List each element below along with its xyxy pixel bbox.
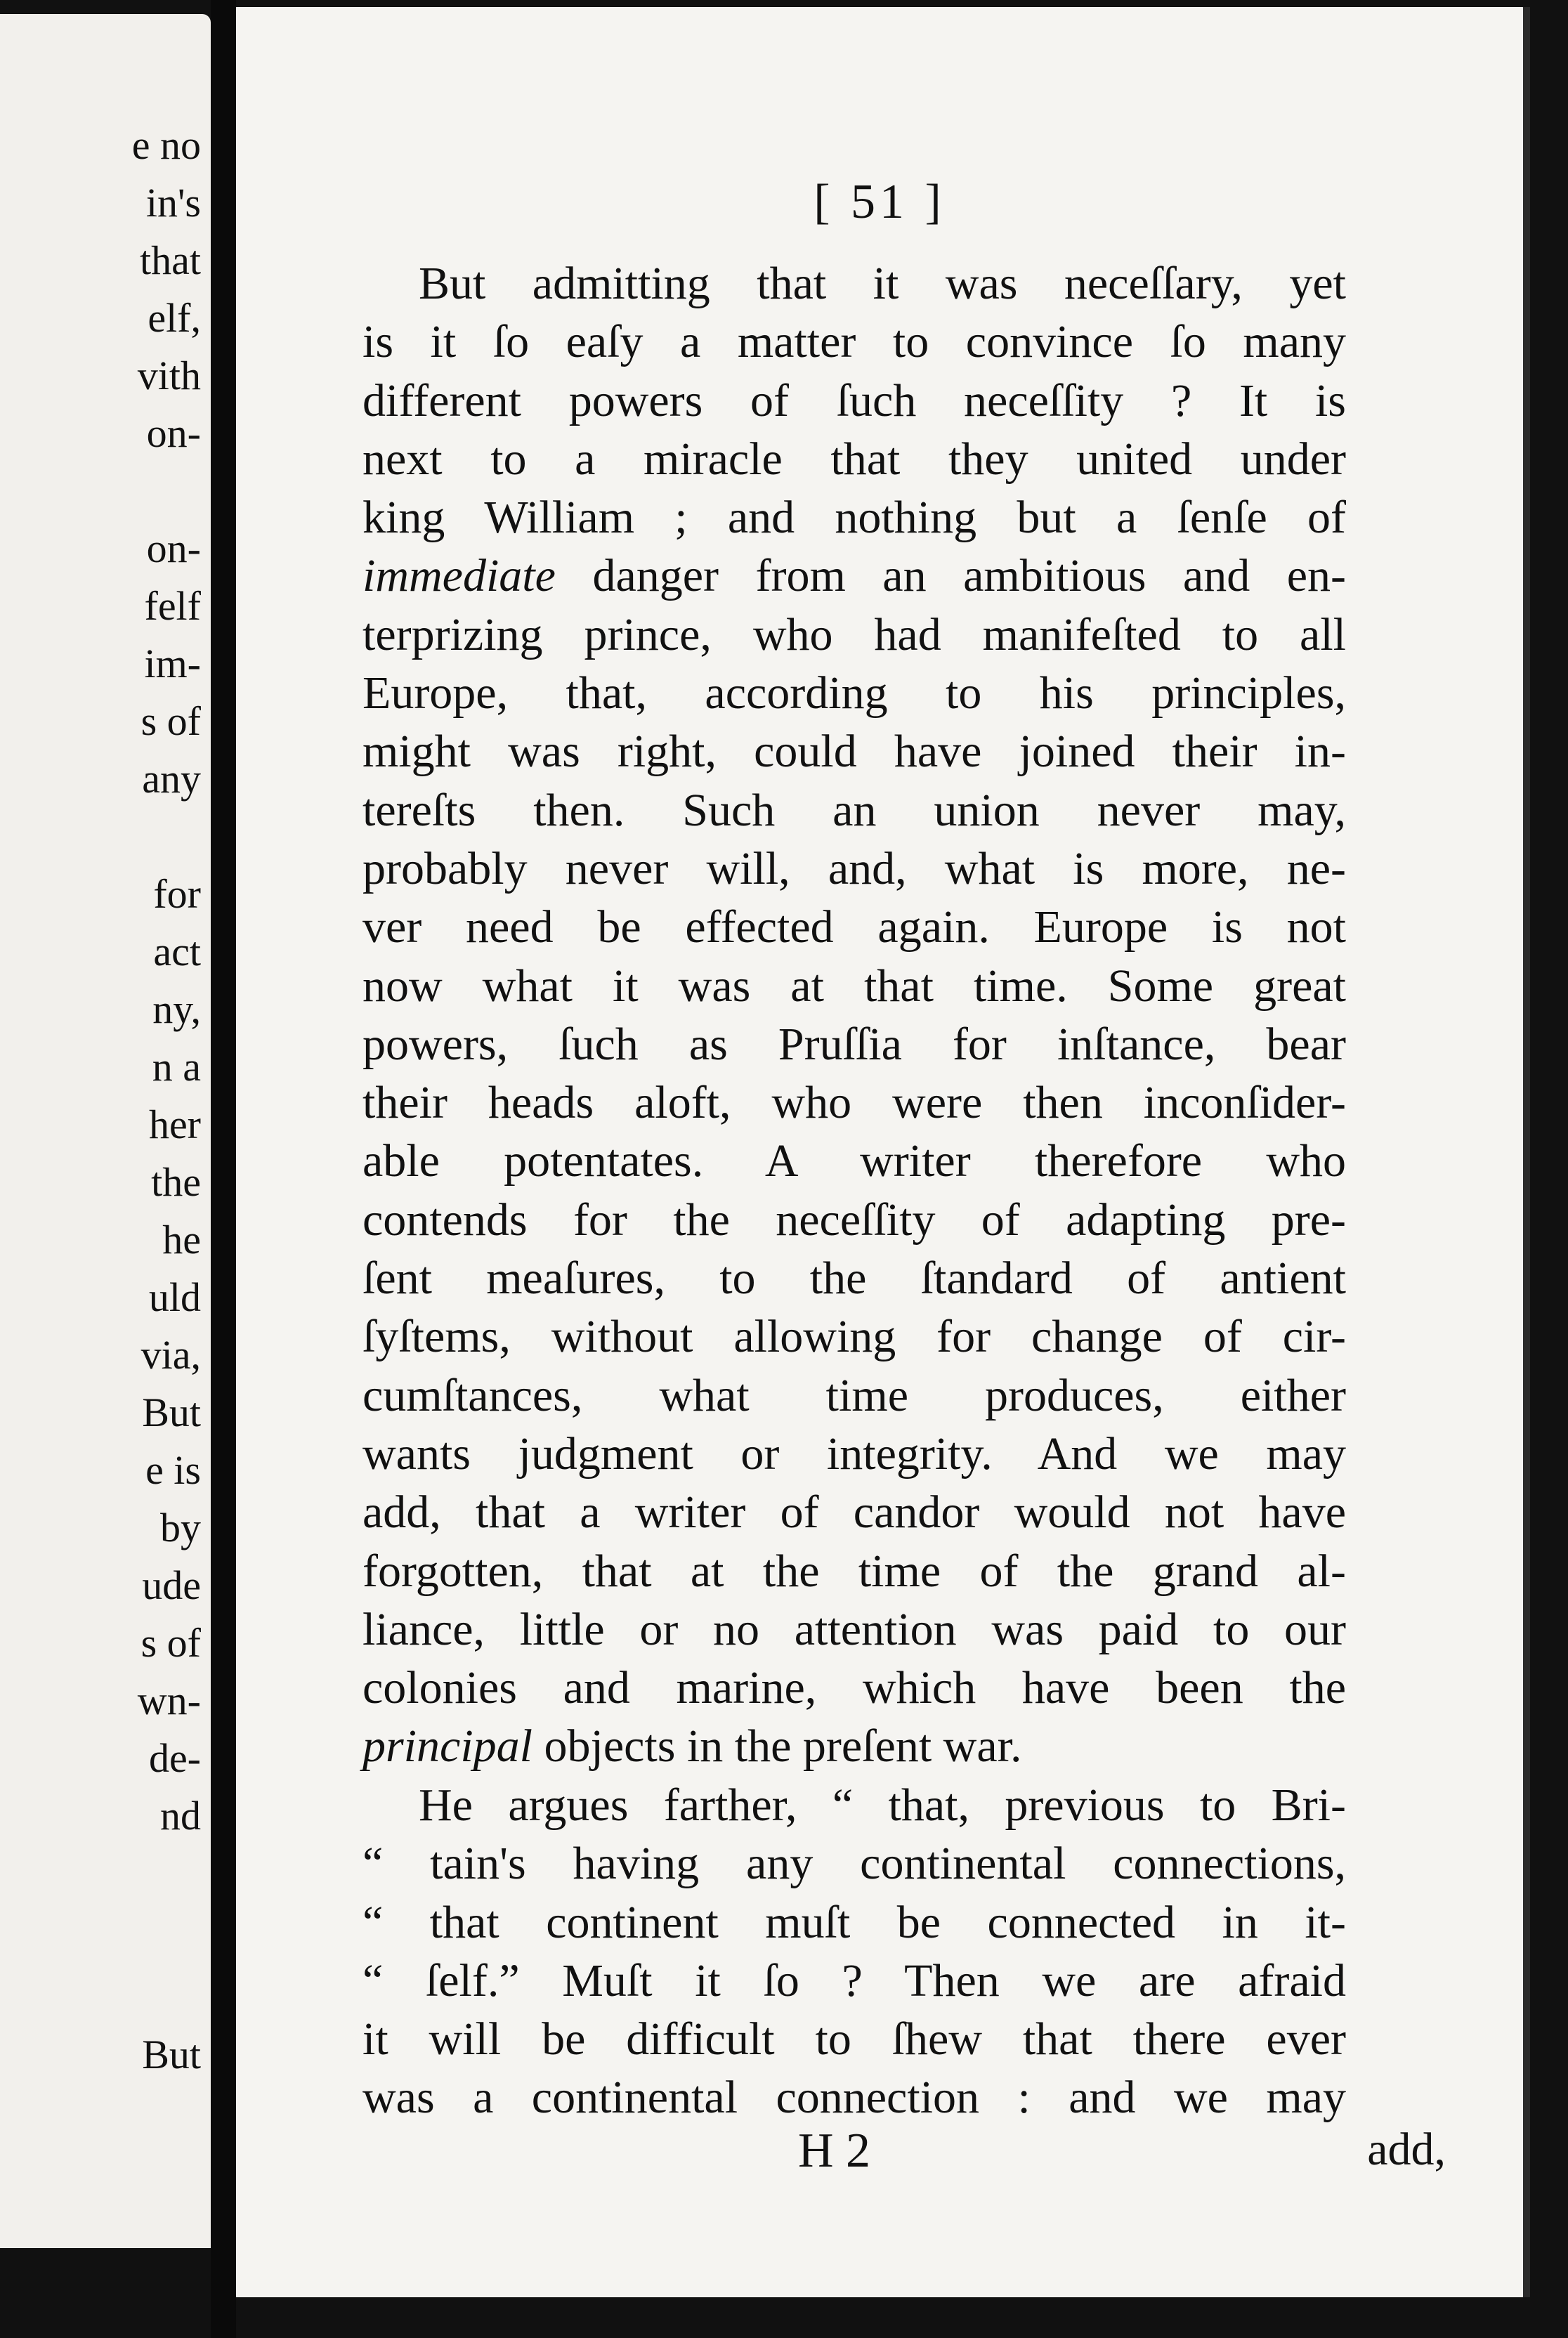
left-fragment-line: But xyxy=(142,2032,201,2077)
text-line: king William ; and nothing but a ſenſe of xyxy=(362,492,1346,544)
left-fragment-line: n a xyxy=(152,1044,201,1090)
text-line: principal objects in the preſent war. xyxy=(362,1720,1022,1772)
text-line: next to a miracle that they united under xyxy=(362,433,1346,485)
text-line: contends for the neceſſity of adapting pre- xyxy=(362,1194,1346,1246)
left-facing-page xyxy=(0,14,211,2248)
text-line: it will be difficult to ſhew that there ever xyxy=(362,2013,1346,2065)
book-page xyxy=(236,7,1530,2297)
text-line: Europe, that, according to his principles, xyxy=(362,667,1346,719)
left-fragment-line: ude xyxy=(142,1562,201,1608)
text-line: “ tain's having any continental connections, xyxy=(362,1838,1346,1890)
text-line: ſyſtems, without allowing for change of cir- xyxy=(362,1311,1346,1363)
text-line: now what it was at that time. Some great xyxy=(362,960,1346,1012)
left-fragment-line: her xyxy=(148,1102,201,1147)
left-fragment-line: by xyxy=(160,1505,201,1550)
text-line: add, that a writer of candor would not have xyxy=(362,1487,1346,1539)
left-fragment-line: he xyxy=(162,1217,201,1262)
left-fragment-line: that xyxy=(140,237,201,283)
left-fragment-line: any xyxy=(142,756,201,802)
page-number-header: [ 51 ] xyxy=(814,175,946,229)
left-fragment-line: s of xyxy=(141,698,201,744)
text-line: “ that continent muſt be connected in it- xyxy=(362,1896,1346,1948)
text-line: immediate danger from an ambitious and en- xyxy=(362,550,1346,602)
paragraph-1 xyxy=(362,254,1346,1776)
left-fragment-line: ny, xyxy=(152,986,201,1032)
left-fragment-line: via, xyxy=(141,1332,201,1378)
text-line: ver need be effected again. Europe is not xyxy=(362,901,1346,953)
text-line: different powers of ſuch neceſſity ? It is xyxy=(362,374,1346,426)
left-fragment-line: e is xyxy=(145,1447,201,1493)
left-fragment-line: s of xyxy=(141,1620,201,1666)
text-line: is it ſo eaſy a matter to convince ſo many xyxy=(362,316,1346,368)
left-fragment-line: for xyxy=(153,871,201,917)
paragraph-2 xyxy=(362,1776,1346,2127)
text-line: But admitting that it was neceſſary, yet xyxy=(419,258,1346,309)
text-line: powers, ſuch as Pruſſia for inſtance, bear xyxy=(362,1018,1346,1070)
text-line: forgotten, that at the time of the grand al- xyxy=(362,1545,1346,1597)
left-fragment-line: elf, xyxy=(148,295,201,341)
signature-mark: H 2 xyxy=(798,2124,871,2178)
catchword: add, xyxy=(1367,2124,1446,2175)
left-fragment-line: uld xyxy=(148,1274,201,1320)
left-fragment-line: wn- xyxy=(137,1678,201,1723)
text-line: colonies and marine, which have been the xyxy=(362,1662,1346,1714)
left-fragment-line: felf xyxy=(144,583,201,629)
left-fragment-line: de- xyxy=(148,1735,201,1781)
text-line: “ ſelf.” Muſt it ſo ? Then we are afraid xyxy=(362,1954,1346,2006)
text-line: terprizing prince, who had manifeſted to all xyxy=(362,608,1346,660)
left-fragment-line: nd xyxy=(160,1793,201,1839)
text-line: He argues farther, “ that, previous to Bri- xyxy=(419,1779,1346,1831)
text-line: their heads aloft, who were then inconſider- xyxy=(362,1077,1346,1129)
text-line: tereſts then. Such an union never may, xyxy=(362,784,1346,836)
left-fragment-line: e no xyxy=(131,122,201,168)
left-fragment-line: im- xyxy=(144,641,201,686)
left-fragment-line: the xyxy=(151,1159,201,1205)
text-line: might was right, could have joined their in- xyxy=(362,726,1346,778)
text-line: ſent meaſures, to the ſtandard of antient xyxy=(362,1253,1346,1305)
left-fragment-line: But xyxy=(142,1390,201,1435)
text-line: able potentates. A writer therefore who xyxy=(362,1135,1346,1187)
left-fragment-line: on- xyxy=(146,525,201,571)
text-line: cumſtances, what time produces, either xyxy=(362,1369,1346,1421)
text-line: was a continental connection : and we may xyxy=(362,2072,1346,2124)
left-fragment-line: on- xyxy=(146,410,201,456)
left-fragment-line: act xyxy=(153,929,201,974)
text-line: wants judgment or integrity. And we may xyxy=(362,1428,1346,1480)
text-line: probably never will, and, what is more, ne- xyxy=(362,842,1346,894)
book-gutter xyxy=(211,0,236,2338)
text-line: liance, little or no attention was paid to our xyxy=(362,1603,1346,1655)
left-fragment-line: in's xyxy=(145,180,201,226)
left-fragment-line: vith xyxy=(137,353,201,398)
